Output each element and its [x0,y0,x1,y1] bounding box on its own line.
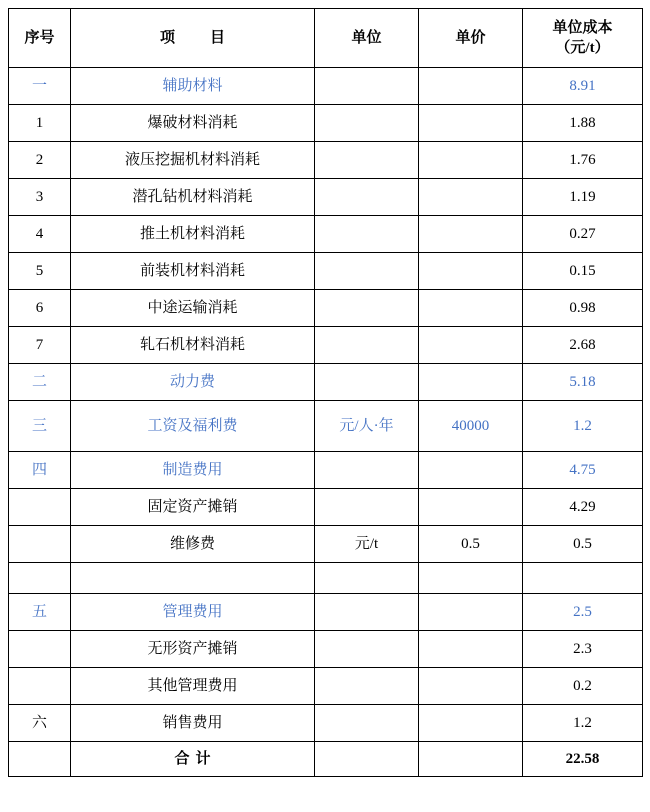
table-row [9,364,643,401]
row-no-cell [9,563,71,594]
row-cost-cell: 2.68 [523,327,643,364]
row-no-cell: 三 [9,401,71,452]
row-unit-cell [315,327,419,364]
row-cost-cell: 0.27 [523,216,643,253]
row-unit-cell [315,489,419,526]
table-header-row [9,9,643,68]
total-no-cell [9,742,71,777]
table-row [9,401,643,452]
row-no-cell: 3 [9,179,71,216]
row-item-cell: 制造费用 [71,452,315,489]
row-unit-cell [315,142,419,179]
table-body [9,68,643,742]
total-cost-cell: 22.58 [523,742,643,777]
table-row [9,526,643,563]
row-item-cell: 前装机材料消耗 [71,253,315,290]
table-row [9,489,643,526]
row-item-cell: 工资及福利费 [71,401,315,452]
row-cost-cell: 0.5 [523,526,643,563]
table-row [9,216,643,253]
row-price-cell [419,668,523,705]
row-price-cell [419,452,523,489]
row-unit-cell [315,452,419,489]
row-cost-cell: 1.19 [523,179,643,216]
table-total-row [9,742,643,777]
unit-cost-table [8,8,643,777]
row-no-cell [9,631,71,668]
row-unit-cell: 元/人·年 [315,401,419,452]
row-no-cell: 二 [9,364,71,401]
row-no-cell [9,668,71,705]
row-price-cell [419,489,523,526]
table-row [9,563,643,594]
table-row [9,705,643,742]
row-no-cell [9,526,71,563]
row-cost-cell: 4.75 [523,452,643,489]
row-no-cell: 五 [9,594,71,631]
row-item-cell: 爆破材料消耗 [71,105,315,142]
column-header-item-label: 项 目 [159,29,235,46]
row-item-cell [71,563,315,594]
row-cost-cell: 5.18 [523,364,643,401]
column-header-unit-cost-line1: 单位成本 [552,19,613,36]
row-price-cell [419,290,523,327]
row-unit-cell [315,631,419,668]
total-unit-cell [315,742,419,777]
column-header-item [71,9,315,68]
row-item-cell: 销售费用 [71,705,315,742]
row-item-cell: 其他管理费用 [71,668,315,705]
row-item-cell: 维修费 [71,526,315,563]
column-header-no: 序号 [9,9,71,68]
row-price-cell [419,142,523,179]
row-unit-cell [315,253,419,290]
row-item-cell: 推土机材料消耗 [71,216,315,253]
row-cost-cell [523,563,643,594]
column-header-price: 单价 [419,9,523,68]
column-header-unit: 单位 [315,9,419,68]
row-price-cell [419,631,523,668]
row-item-cell: 轧石机材料消耗 [71,327,315,364]
table-row [9,253,643,290]
row-no-cell: 一 [9,68,71,105]
row-unit-cell [315,364,419,401]
row-unit-cell [315,594,419,631]
table-row [9,594,643,631]
total-price-cell [419,742,523,777]
row-item-cell: 管理费用 [71,594,315,631]
row-unit-cell [315,668,419,705]
row-no-cell: 2 [9,142,71,179]
row-price-cell [419,364,523,401]
row-price-cell [419,253,523,290]
total-label-cell [71,742,315,777]
row-no-cell: 4 [9,216,71,253]
column-header-unit-cost [523,9,643,68]
row-cost-cell: 1.2 [523,401,643,452]
row-unit-cell: 元/t [315,526,419,563]
row-no-cell [9,489,71,526]
row-price-cell [419,68,523,105]
row-item-cell: 中途运输消耗 [71,290,315,327]
row-item-cell: 固定资产摊销 [71,489,315,526]
row-cost-cell: 0.98 [523,290,643,327]
total-label: 合计 [174,750,217,767]
row-unit-cell [315,290,419,327]
row-price-cell [419,705,523,742]
row-cost-cell: 2.5 [523,594,643,631]
row-no-cell: 6 [9,290,71,327]
row-price-cell: 0.5 [419,526,523,563]
row-price-cell [419,594,523,631]
table-row [9,631,643,668]
row-cost-cell: 0.2 [523,668,643,705]
row-no-cell: 5 [9,253,71,290]
row-no-cell: 四 [9,452,71,489]
row-unit-cell [315,105,419,142]
row-unit-cell [315,705,419,742]
row-price-cell [419,216,523,253]
table-row [9,105,643,142]
row-unit-cell [315,179,419,216]
row-price-cell [419,327,523,364]
table-row [9,290,643,327]
row-cost-cell: 0.15 [523,253,643,290]
row-no-cell: 7 [9,327,71,364]
row-price-cell [419,179,523,216]
row-cost-cell: 1.2 [523,705,643,742]
column-header-unit-cost-line2: （元/t） [555,40,610,56]
row-unit-cell [315,563,419,594]
row-item-cell: 潜孔钻机材料消耗 [71,179,315,216]
row-price-cell: 40000 [419,401,523,452]
row-unit-cell [315,68,419,105]
row-price-cell [419,563,523,594]
table-row [9,327,643,364]
row-cost-cell: 4.29 [523,489,643,526]
row-unit-cell [315,216,419,253]
row-no-cell: 六 [9,705,71,742]
row-cost-cell: 2.3 [523,631,643,668]
row-item-cell: 动力费 [71,364,315,401]
table-row [9,179,643,216]
row-no-cell: 1 [9,105,71,142]
row-price-cell [419,105,523,142]
row-item-cell: 辅助材料 [71,68,315,105]
table-row [9,668,643,705]
row-cost-cell: 1.76 [523,142,643,179]
row-cost-cell: 8.91 [523,68,643,105]
table-row [9,452,643,489]
row-item-cell: 液压挖掘机材料消耗 [71,142,315,179]
row-cost-cell: 1.88 [523,105,643,142]
table-row [9,68,643,105]
row-item-cell: 无形资产摊销 [71,631,315,668]
table-row [9,142,643,179]
